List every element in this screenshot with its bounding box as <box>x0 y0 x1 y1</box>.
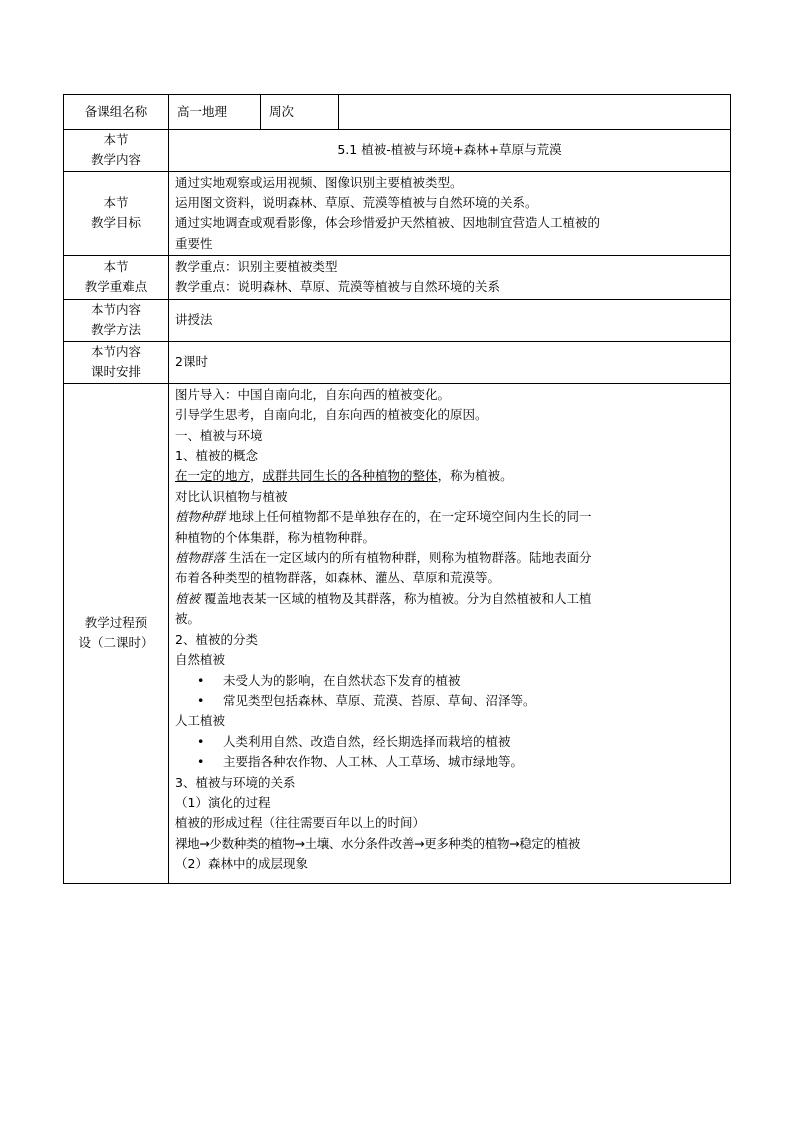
population-line-2: 种植物的个体集群，称为植物种群。 <box>175 529 376 545</box>
group-value: 高一地理 <box>169 95 261 130</box>
succession-chain: 裸地→少数种类的植物→土壤、水分条件改善→更多种类的植物→稳定的植被 <box>175 835 580 851</box>
formation-line: 植被的形成过程（往往需要百年以上的时间） <box>175 815 426 831</box>
objectives-row <box>64 171 731 255</box>
bullet-icon: • <box>197 733 205 749</box>
key-points-label: 本节 教学重难点 <box>64 255 169 299</box>
list-item: • 主要指各种农作物、人工林、人工草场、城市绿地等。 <box>175 752 724 772</box>
community-line: 植物群落 生活在一定区域内的所有植物种群，则称为植物群落。陆地表面分 <box>175 550 592 566</box>
evolution-line: （1）演化的过程 <box>175 794 271 810</box>
vegetation-line-2: 被。 <box>175 611 201 627</box>
week-value <box>339 95 731 130</box>
bullet-icon: • <box>197 672 205 688</box>
objectives-text: 通过实地观察或运用视频、图像识别主要植被类型。 运用图文资料，说明森林、草原、荒漠等植被与自然环境的关系。 通过实地调查或观看影像，体会珍惜爱护天然植被、因地制宜营造人工植被的 重要性 <box>169 171 731 255</box>
key-points-row <box>64 255 731 299</box>
artificial-heading: 人工植被 <box>175 713 226 729</box>
schedule-row <box>64 341 731 383</box>
header-row <box>64 95 731 130</box>
schedule-value: 2课时 <box>169 341 731 383</box>
subheading-concept: 1、植被的概念 <box>175 448 258 464</box>
content-label: 本节 教学内容 <box>64 130 169 172</box>
group-label: 备课组名称 <box>64 95 169 130</box>
method-label: 本节内容 教学方法 <box>64 299 169 341</box>
intro-line-2: 引导学生思考，自南向北，自东向西的植被变化的原因。 <box>175 407 488 423</box>
definition-line: 在一定的地方，成群共同生长的各种植物的整体，称为植被。 <box>175 468 513 484</box>
list-item: • 常见类型包括森林、草原、荒漠、苔原、草甸、沼泽等。 <box>175 691 724 711</box>
subheading-classification: 2、植被的分类 <box>175 631 258 647</box>
section-heading: 一、植被与环境 <box>175 427 263 443</box>
list-item: • 未受人为的影响，在自然状态下发育的植被 <box>175 671 724 691</box>
community-line-2: 布着各种类型的植物群落，如森林、灌丛、草原和荒漠等。 <box>175 570 501 586</box>
content-value: 5.1 植被-植被与环境+森林+草原与荒漠 <box>169 130 731 172</box>
lesson-plan-table <box>63 94 731 884</box>
schedule-label: 本节内容 课时安排 <box>64 341 169 383</box>
bullet-icon: • <box>197 754 205 770</box>
layering-line: （2）森林中的成层现象 <box>175 856 308 872</box>
subheading-relationship: 3、植被与环境的关系 <box>175 774 296 790</box>
method-value: 讲授法 <box>169 299 731 341</box>
population-line: 植物种群 地球上任何植物都不是单独存在的，在一定环境空间内生长的同一 <box>175 509 592 525</box>
natural-heading: 自然植被 <box>175 652 226 668</box>
lesson-plan-sheet <box>63 94 730 884</box>
list-item: • 人类利用自然、改造自然，经长期选择而栽培的植被 <box>175 732 724 752</box>
content-row <box>64 130 731 172</box>
objectives-label: 本节 教学目标 <box>64 171 169 255</box>
key-points-text: 教学重点：识别主要植被类型 教学重点：说明森林、草原、荒漠等植被与自然环境的关系 <box>169 255 731 299</box>
process-row <box>64 383 731 883</box>
process-label: 教学过程预 设（二课时） <box>64 383 169 883</box>
intro-line-1: 图片导入：中国自南向北，自东向西的植被变化。 <box>175 386 451 402</box>
compare-line: 对比认识植物与植被 <box>175 488 288 504</box>
bullet-icon: • <box>197 692 205 708</box>
week-label: 周次 <box>261 95 339 130</box>
process-text <box>169 383 731 883</box>
method-row <box>64 299 731 341</box>
vegetation-line: 植被 覆盖地表某一区域的植物及其群落，称为植被。分为自然植被和人工植 <box>175 590 592 606</box>
